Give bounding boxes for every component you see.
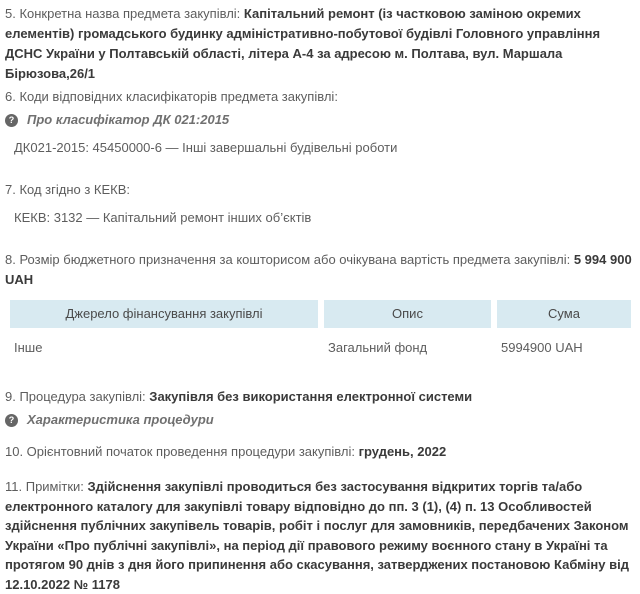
section-9-label: 9. Процедура закупівлі: bbox=[5, 389, 146, 404]
section-10-value: грудень, 2022 bbox=[358, 444, 447, 459]
section-5-value: Капітальний ремонт (із частковою заміною окремих елементів) громадського будинку адміністративно-побутової будівлі Головного управління ДСНС України у Полтавській області, літера А-4 за адресою м. Полтава, вул. Маршала Бірюзова,26/1 bbox=[5, 6, 601, 81]
funding-table-header-amount: Сума bbox=[497, 300, 631, 328]
classifier-help-link-label: Про класифікатор ДК 021:2015 bbox=[27, 112, 230, 127]
funding-source-cell: Інше bbox=[14, 340, 43, 355]
help-icon: ? bbox=[5, 114, 18, 127]
funding-amount-cell: 5994900 UAH bbox=[501, 340, 583, 355]
funding-table-header-source: Джерело фінансування закупівлі bbox=[10, 300, 318, 328]
section-8-label: 8. Розмір бюджетного призначення за кошторисом або очікувана вартість предмета закупівлі: bbox=[5, 252, 571, 267]
section-9 bbox=[5, 387, 637, 407]
section-10 bbox=[5, 442, 637, 462]
classifier-help-link[interactable] bbox=[5, 110, 229, 130]
section-9-value: Закупівля без використання електронної системи bbox=[149, 389, 473, 404]
section-11-label: 11. Примітки: bbox=[5, 479, 84, 494]
section-6 bbox=[5, 87, 637, 107]
section-8-value: 5 994 900 UAH bbox=[5, 252, 632, 287]
procedure-help-link[interactable] bbox=[5, 410, 214, 430]
section-11 bbox=[5, 477, 637, 594]
funding-table-row bbox=[10, 328, 631, 370]
section-11-value: Здійснення закупівлі проводиться без застосування відкритих торгів та/або електронного каталогу для закупівлі товару відповідно до пп. 3 (1), (4) п. 13 Особливостей здійснення публічних закупівель товарів, робіт і послуг для замовників, передбачених Законом України «Про публічні закупівлі», на період дії правового режиму воєнного стану в Україні та протягом 90 днів з дня його припинення або скасування, затверджених постановою Кабміну від 12.10.2022 № 1178 bbox=[5, 479, 629, 592]
section-5 bbox=[5, 4, 637, 84]
section-6-label: 6. Коди відповідних класифікаторів предмета закупівлі: bbox=[5, 89, 338, 104]
section-10-label: 10. Орієнтовний початок проведення процедури закупівлі: bbox=[5, 444, 355, 459]
section-7-label: 7. Код згідно з КЕКВ: bbox=[5, 182, 131, 197]
kekv-code-line: КЕКВ: 3132 — Капітальний ремонт інших об’єктів bbox=[14, 210, 312, 225]
help-icon: ? bbox=[5, 414, 18, 427]
funding-table-header-row bbox=[10, 300, 631, 328]
funding-description-cell: Загальний фонд bbox=[328, 340, 428, 355]
funding-table bbox=[10, 300, 631, 370]
section-8 bbox=[5, 250, 637, 290]
procedure-help-link-label: Характеристика процедури bbox=[27, 412, 214, 427]
section-5-label: 5. Конкретна назва предмета закупівлі: bbox=[5, 6, 241, 21]
funding-table-header-description: Опис bbox=[324, 300, 491, 328]
section-7 bbox=[5, 180, 637, 200]
classifier-code-line: ДК021-2015: 45450000-6 — Інші завершальні будівельні роботи bbox=[14, 140, 398, 155]
